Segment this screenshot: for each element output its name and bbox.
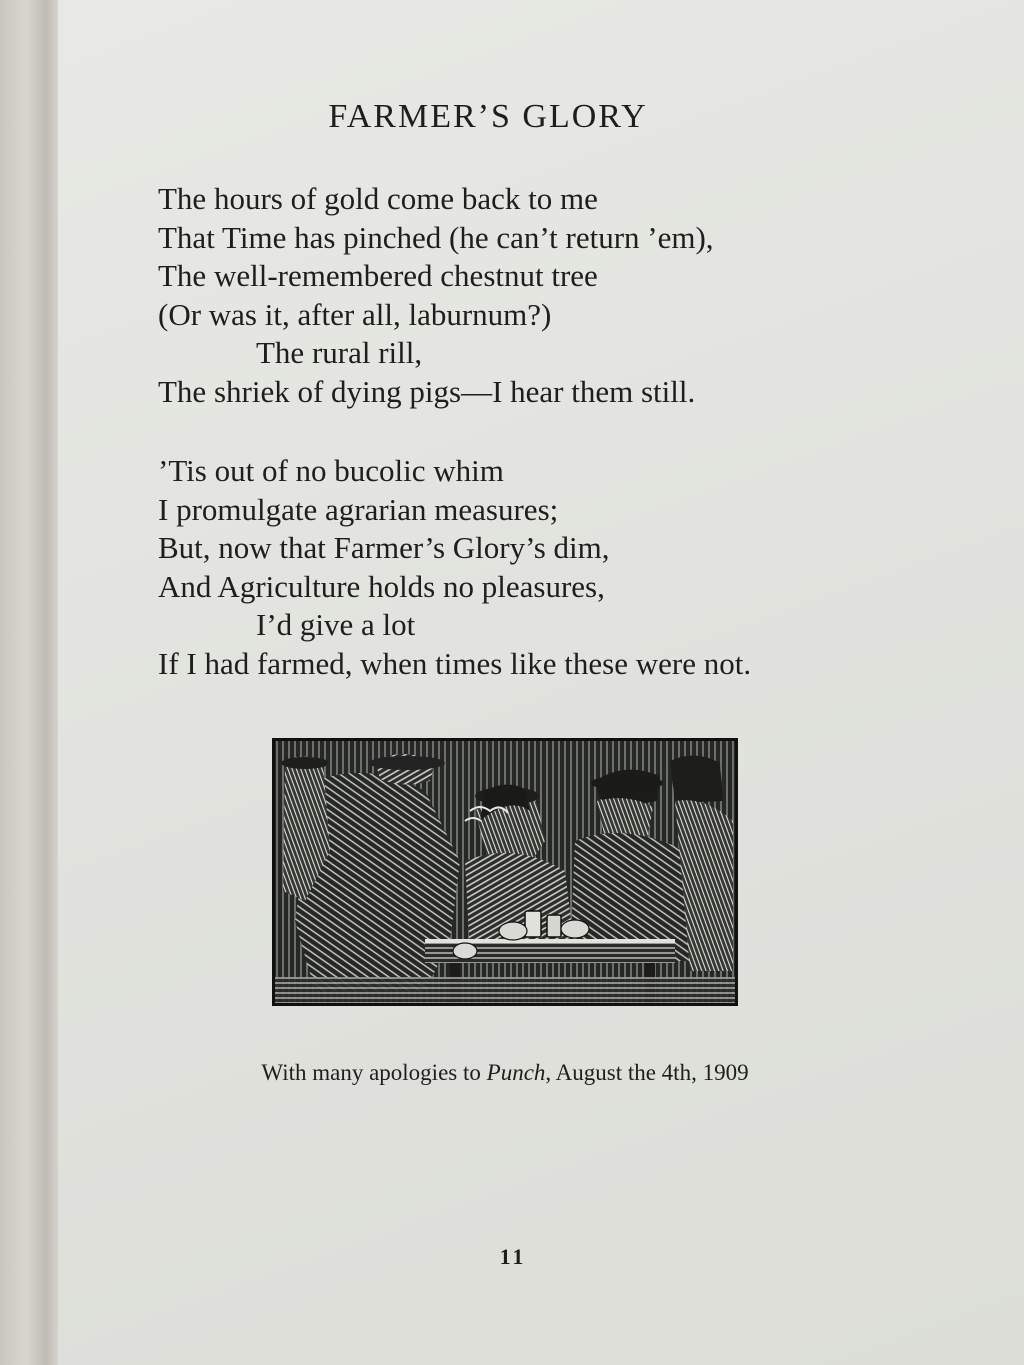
poem-line: I promulgate agrarian measures;: [158, 491, 559, 527]
poem-line: And Agriculture holds no pleasures,: [158, 568, 605, 604]
caption-text-before: With many apologies to: [261, 1060, 487, 1085]
poem-line: The well-remembered chestnut tree: [158, 258, 598, 294]
stanza-1: [158, 180, 714, 412]
woodcut-illustration: [272, 738, 738, 1006]
poem-line: That Time has pinched (he can’t return ’em),: [158, 219, 714, 255]
poem-line-indented: I’d give a lot: [256, 607, 416, 643]
poem-line: The shriek of dying pigs—I hear them still.: [158, 373, 696, 409]
woodcut-engraving: [275, 741, 735, 1003]
poem-line: But, now that Farmer’s Glory’s dim,: [158, 530, 610, 566]
poem-line-indented: The rural rill,: [256, 335, 423, 371]
book-gutter: [0, 0, 58, 1365]
poem-line: (Or was it, after all, laburnum?): [158, 296, 552, 332]
caption-publication: Punch: [486, 1060, 546, 1085]
page-number: 11: [499, 1244, 527, 1269]
poem-title: FARMER’S GLORY: [328, 98, 648, 135]
poem-line: If I had farmed, when times like these were not.: [158, 645, 752, 681]
stanza-2: [158, 452, 751, 684]
caption-text-after: , August the 4th, 1909: [545, 1060, 749, 1085]
poem-line: ’Tis out of no bucolic whim: [158, 453, 504, 488]
caption: [0, 1060, 1010, 1086]
poem-line: The hours of gold come back to me: [158, 181, 598, 216]
